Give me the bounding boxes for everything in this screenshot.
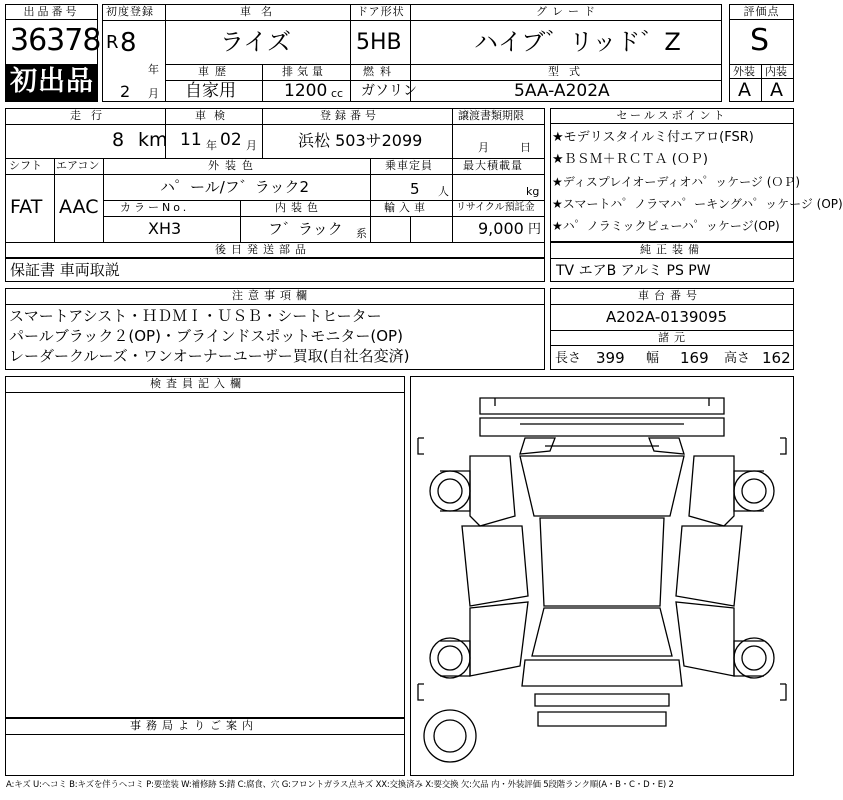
sales-points-label: セールスポイント — [550, 109, 794, 124]
inspection-month: 02 — [220, 130, 242, 150]
office-label: 事務局よりご案内 — [130, 719, 258, 732]
history-label: 車歴 — [198, 65, 232, 78]
sales-point-item: ★ハ゜ノラミックビューハ゜ッケージ(OP) — [552, 219, 780, 233]
grade-label: グレード — [536, 5, 600, 18]
grade-value: ハイブ゛リッド゛Z — [474, 28, 681, 56]
car-name-label: 車名 — [240, 5, 282, 18]
exterior-grade-value: A — [738, 79, 751, 101]
mileage-label: 走行 — [70, 109, 112, 122]
capacity-label: 乗車定員 — [385, 159, 433, 172]
chassis-value: A202A-0139095 — [606, 308, 728, 326]
color-no-value: XH3 — [148, 219, 182, 238]
interior-color-label: 内装色 — [275, 201, 323, 214]
door-label: ドア形状 — [357, 5, 405, 18]
recycle-value: 9,000 — [478, 219, 524, 238]
specs-height-label: 高さ — [724, 351, 751, 366]
color-no-label: カラーNo. — [120, 201, 190, 214]
shift-value: FAT — [10, 196, 43, 218]
notes-label: 注意事項欄 — [232, 289, 312, 302]
inspection-month-unit: 月 — [246, 139, 257, 152]
capacity-unit: 人 — [438, 185, 449, 198]
later-parts-label: 後日発送部品 — [215, 243, 311, 256]
notes-line: レーダークルーズ・ワンオーナーユーザー買取(自社名変済) — [9, 347, 410, 365]
mileage-value: 8 — [112, 129, 125, 151]
fuel-value: ガソリン — [361, 83, 417, 99]
interior-grade-value: A — [770, 79, 783, 101]
import-label: 輸入車 — [384, 201, 429, 214]
specs-width-label: 幅 — [646, 351, 660, 366]
capacity-value: 5 — [410, 180, 420, 198]
sales-point-item: ★スマートハ゜ノラマハ゜ーキングハ゜ッケージ (OP) — [552, 197, 843, 211]
interior-color-unit: 系 — [356, 227, 367, 240]
interior-color-value: フ゛ラック — [268, 220, 343, 238]
model-value: 5AA-A202A — [514, 81, 610, 101]
inspection-label: 車検 — [195, 109, 233, 122]
sales-point-item: ★ディスプレイオーディオハ゜ッケージ (ＯＰ) — [552, 175, 801, 189]
car-name-value: ライズ — [220, 28, 292, 56]
registration-year-unit: 年 — [148, 63, 159, 76]
registration-label: 初度登録 — [106, 5, 154, 18]
specs-label: 諸元 — [658, 331, 690, 344]
specs-height: 162 — [762, 349, 791, 367]
exterior-grade-label: 外装 — [733, 65, 755, 78]
lot-number: 36378 — [10, 23, 101, 58]
genuine-equipment-value: TV エアB アルミ PS PW — [556, 263, 711, 279]
transfer-deadline-day-unit: 日 — [520, 141, 531, 154]
displacement-label: 排気量 — [282, 65, 327, 78]
color-label: 外装色 — [208, 159, 259, 172]
registration-era: R — [106, 32, 119, 53]
model-label: 型式 — [548, 65, 590, 78]
inspector-box — [5, 376, 405, 718]
aircon-value: AAC — [59, 196, 99, 218]
registration-month: 2 — [120, 82, 131, 101]
transfer-deadline-label: 譲渡書類期限 — [458, 109, 524, 122]
registration-month-unit: 月 — [148, 87, 159, 100]
interior-grade-label: 内装 — [765, 65, 787, 78]
genuine-equipment-label: 純正装備 — [640, 243, 704, 256]
displacement-unit: cc — [331, 87, 344, 100]
fuel-label: 燃料 — [363, 65, 397, 78]
door-value: 5HB — [356, 30, 402, 55]
max-load-unit: kg — [526, 185, 540, 198]
history-value: 自家用 — [185, 81, 236, 101]
score-label: 評価点 — [729, 5, 794, 20]
inspection-year-unit: 年 — [206, 139, 217, 152]
max-load-label: 最大積載量 — [463, 159, 523, 172]
inspector-label: 検査員記入欄 — [150, 377, 246, 390]
color-value: ハ゜ール/フ゛ラック2 — [160, 178, 309, 196]
later-parts-value: 保証書 車両取説 — [10, 261, 120, 279]
mileage-unit: km — [138, 129, 168, 151]
sales-point-item: ★ＢＳＭ＋ＲＣＴＡ (ＯＰ) — [552, 152, 708, 167]
plate-value: 浜松 503サ2099 — [298, 131, 423, 150]
recycle-label: リサイクル預託金 — [456, 202, 535, 213]
shift-label: シフト — [9, 159, 42, 172]
chassis-label: 車台番号 — [638, 289, 702, 302]
lot-label: 出品番号 — [5, 5, 98, 20]
specs-length: 399 — [596, 349, 625, 367]
aircon-label: エアコン — [56, 159, 100, 172]
displacement-value: 1200 — [284, 81, 328, 101]
notes-line: パールブラック２(OP)・ブラインドスポットモニター(OP) — [9, 327, 403, 345]
score-value: S — [750, 23, 770, 58]
plate-label: 登録番号 — [320, 109, 380, 122]
notes-line: スマートアシスト・ＨＤＭＩ・ＵＳＢ・シートヒーター — [9, 307, 382, 325]
registration-year: 8 — [120, 28, 137, 58]
specs-width: 169 — [680, 349, 709, 367]
car-diagram — [410, 376, 794, 776]
sales-point-item: ★モデリスタイルミ付エアロ(FSR) — [552, 130, 754, 145]
first-listing-label: 初出品 — [10, 66, 94, 97]
transfer-deadline-month-unit: 月 — [478, 141, 489, 154]
inspection-year: 11 — [180, 130, 202, 150]
damage-legend: A:キズ U:ヘコミ B:キズを伴うヘコミ P:要塗装 W:補修跡 S:錆 C:腐食、穴 G:フロントガラス点キズ XX:交換済み X:要交換 欠:欠品 内・外装評価 5段階ランク順(A・B・C・D・E) 2 — [6, 780, 674, 790]
specs-length-label: 長さ — [555, 351, 582, 366]
recycle-unit: 円 — [528, 222, 542, 237]
